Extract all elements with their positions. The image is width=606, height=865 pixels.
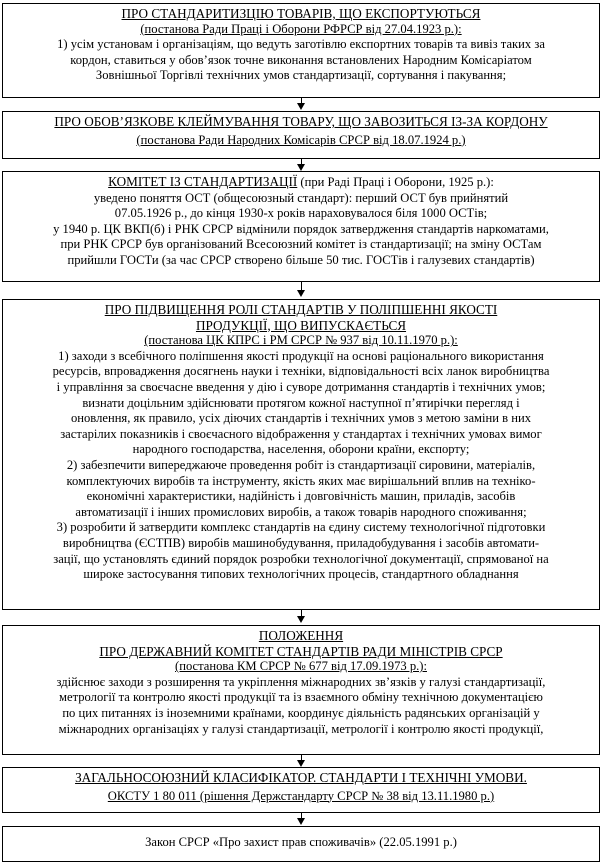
box-source: (постанова ЦК КПРС і РМ СРСР № 937 від 10.11.1970 р.):	[144, 333, 458, 348]
box-text-line: Зовнішньої Торгівлі технічних умов стандартизації, сортування і пакування;	[95, 68, 507, 83]
box-text-line: застарілих показників і своєчасного відображення у стандартах і технічних умовах вимог	[60, 426, 542, 441]
box-source: (постанова КМ СРСР № 677 від 17.09.1973 р.):	[175, 659, 427, 674]
box-text-line: 3) розробити й затвердити комплекс стандартів на єдину систему технологічної підготовки	[56, 520, 546, 535]
box-state-committee-regulation	[2, 625, 600, 755]
box-text-line: при РНК СРСР був організований Всесоюзний комітет із стандартизації; на зміну ОСТам	[60, 237, 542, 252]
box-text-line: кордон, ставиться у обов’язок точне виконання встановлених Народним Комісаріатом	[70, 52, 532, 67]
box-text-line: 07.05.1926 р., до кінця 1930-х років нараховувалося біля 1000 ОСТів;	[114, 206, 488, 221]
box-text-line: по цих питаннях із іноземними країнами, координує діяльність радянських організацій у	[62, 705, 540, 720]
box-title-line: ПРО ПІДВИЩЕННЯ РОЛІ СТАНДАРТІВ У ПОЛІПШЕННІ ЯКОСТІ	[104, 302, 498, 317]
box-text-line: зації, що установлять єдиний порядок розробки технологічної документації, спрямованої на	[53, 551, 549, 566]
box-export-standardization	[2, 3, 600, 98]
box-text-line: автоматизації і інших промислових виробів, а також товарів народного споживання;	[75, 504, 527, 519]
box-text-line: економічні характеристики, надійність і довговічність машин, приладів, засобів	[86, 489, 516, 504]
box-title-line: ПРО ДЕРЖАВНИЙ КОМІТЕТ СТАНДАРТІВ РАДИ МІНІСТРІВ СРСР	[99, 643, 503, 659]
box-text-line: 1) заходи з всебічного поліпшення якості продукції на основі раціонального використання	[58, 348, 544, 363]
box-consumer-rights-law	[2, 826, 600, 862]
box-title-suffix: (при Раді Праці і Оборони, 1925 р.):	[297, 175, 494, 189]
down-arrow-icon	[297, 98, 307, 110]
box-text-line: і управління за своєчасне введення у дію і суворе дотримання стандартів і технічних умов;	[56, 379, 546, 394]
box-text-line: Закон СРСР «Про захист прав споживачів» (22.05.1991 р.)	[145, 835, 457, 849]
box-text-line: уведено поняття ОСТ (общесоюзный стандарт): перший ОСТ був прийнятий	[93, 190, 509, 205]
box-text-line: міжнародних організаціях у галузі стандартизації, метрології і контролю якості продукції,	[58, 721, 544, 736]
box-title-line: ПОЛОЖЕННЯ	[258, 628, 344, 643]
box-title: КОМІТЕТ ІЗ СТАНДАРТИЗАЦІЇ	[108, 174, 298, 189]
box-text-line: оновлення, як правило, усіх діючих стандартів і технічних умов з метою заміни в них	[70, 411, 532, 426]
box-standardization-committee	[2, 171, 600, 282]
box-title: ЗАГАЛЬНОСОЮЗНИЙ КЛАСИФІКАТОР. СТАНДАРТИ І ТЕХНІЧНІ УМОВИ.	[75, 770, 527, 785]
down-arrow-icon	[297, 813, 307, 826]
box-title: ПРО ОБОВ’ЯЗКОВЕ КЛЕЙМУВАННЯ ТОВАРУ, ЩО ЗАВОЗИТЬСЯ ІЗ-ЗА КОРДОНУ	[54, 114, 548, 129]
box-source: (постанова Ради Праці і Оборони РФРСР від 27.04.1923 р.):	[140, 21, 462, 36]
box-text-line: комплектуючих виробів та інструменту, якість яких має вирішальний вплив на техніко-	[66, 473, 536, 488]
box-heading-line	[9, 174, 593, 191]
box-quality-improvement	[2, 299, 600, 610]
box-text-line: народного господарства, населення, оборони країни, експорту;	[132, 442, 470, 457]
down-arrow-icon	[297, 610, 307, 624]
box-all-union-classifier	[2, 767, 600, 813]
box-text-line: метрології та контролю якості продукції та із взаємного обміну технічною документацією	[59, 690, 543, 705]
down-arrow-icon	[297, 282, 307, 298]
box-text-line: виробництва (ЄСТПВ) виробів машинобудування, приладобудування і засобів автомати-	[62, 535, 540, 550]
box-text-line: прийшли ГОСТи (за час СРСР створено більше 50 тис. ГОСТів і галузевих стандартів)	[67, 252, 535, 267]
down-arrow-icon	[297, 755, 307, 767]
box-title-line: ПРОДУКЦІЇ, ЩО ВИПУСКАЄТЬСЯ	[195, 317, 407, 333]
box-text-line: 1) усім установам і організаціям, що ведуть заготівлю експортних товарів та вивіз таких за	[57, 37, 545, 52]
box-text-line: визнати доцільним здійснювати протягом кожної наступної п’ятирічки перегляд і	[82, 395, 520, 410]
box-text-line: здійснює заходи з розширення та укріплення міжнародних зв’язків у галузі стандартизації,	[56, 674, 546, 689]
box-title: ПРО СТАНДАРИТИЗЦІЮ ТОВАРІВ, ЩО ЕКСПОРТУЮТЬСЯ	[121, 6, 481, 21]
box-text-line: 2) забезпечити випереджаюче проведення робіт із стандартизації сировини, матеріалів,	[66, 457, 536, 472]
box-text-line: у 1940 р. ЦК ВКП(б) і РНК СРСР відмінили порядок затвердження стандартів наркоматами,	[53, 221, 549, 236]
box-import-marking	[2, 111, 600, 159]
box-text-line: ресурсів, впровадження досягнень науки і техніки, відповідальності всіх ланок виробництва	[52, 364, 550, 379]
box-source: (постанова Ради Народних Комісарів СРСР від 18.07.1924 р.)	[136, 132, 466, 147]
box-source: ОКСТУ 1 80 011 (рішення Держстандарту СРСР № 38 від 13.11.1980 р.)	[107, 788, 495, 803]
down-arrow-icon	[297, 159, 307, 171]
box-text-line: широке застосування типових технологічних процесів, стандартного обладнання	[83, 567, 519, 582]
